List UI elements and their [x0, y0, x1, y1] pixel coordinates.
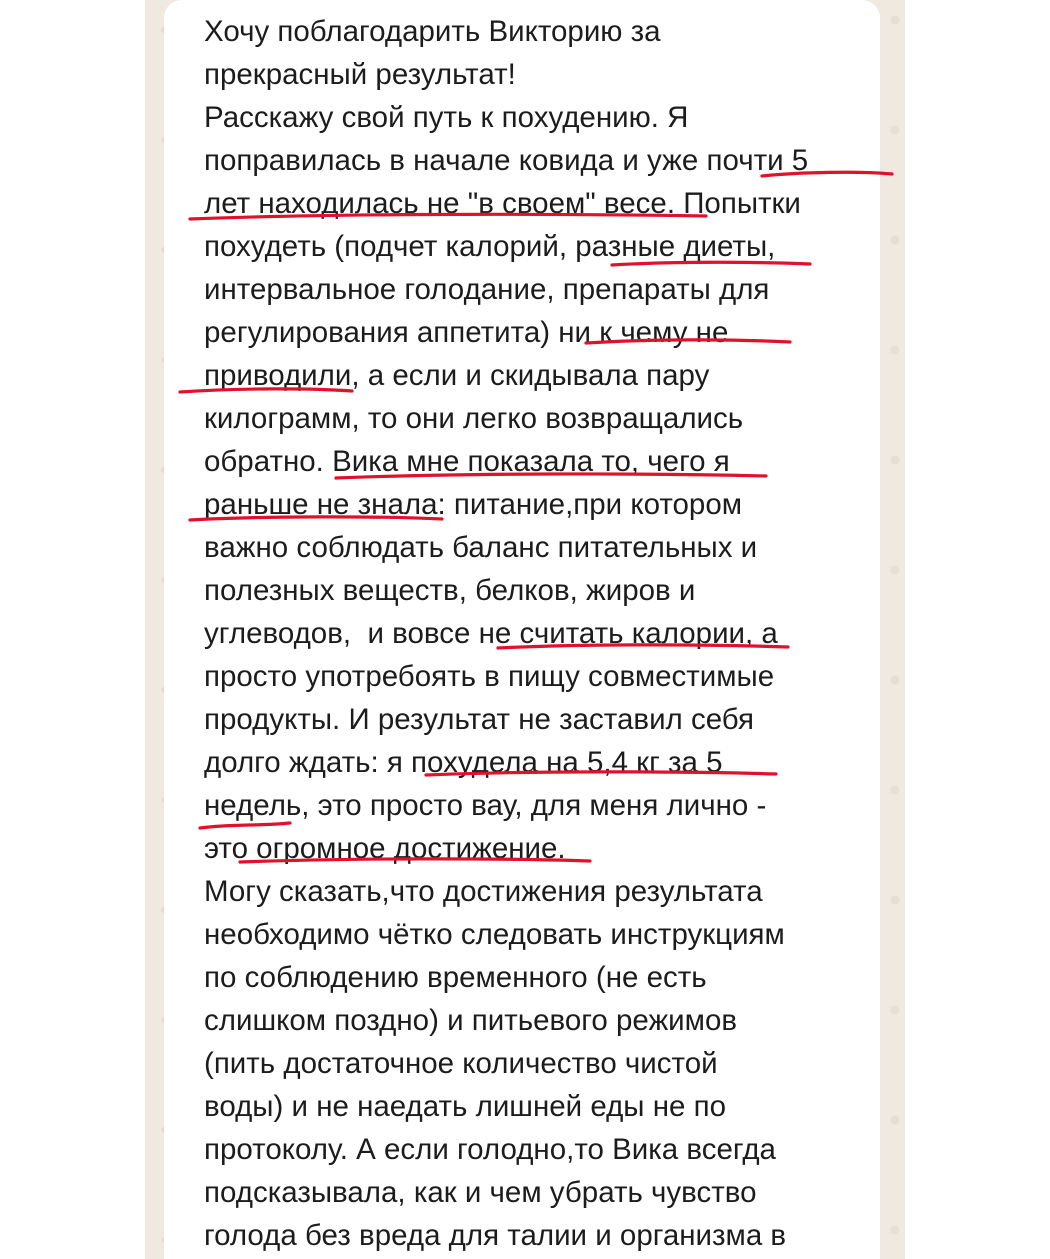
message-line: важно соблюдать баланс питательных и: [204, 531, 758, 564]
message-line: недель, это просто вау, для меня лично -: [204, 789, 767, 822]
message-line: килограмм, то они легко возвращались: [204, 402, 744, 435]
message-line: воды) и не наедать лишней еды не по: [204, 1090, 726, 1123]
message-line: необходимо чётко следовать инструкциям: [204, 918, 785, 951]
message-line: поправилась в начале ковида и уже почти 5: [204, 144, 809, 177]
message-line: голода без вреда для талии и организма в: [204, 1219, 787, 1252]
message-line: протоколу. А если голодно,то Вика всегда: [204, 1133, 776, 1166]
message-line: приводили, а если и скидывала пару: [204, 359, 710, 392]
message-line: просто употребоять в пищу совместимые: [204, 660, 775, 693]
message-line: обратно. Вика мне показала то, чего я: [204, 445, 730, 478]
message-line: это огромное достижение.: [204, 832, 566, 865]
message-line: похудеть (подчет калорий, разные диеты,: [204, 230, 776, 263]
message-line: регулирования аппетита) ни к чему не: [204, 316, 729, 349]
message-text: [204, 10, 884, 1257]
message-line: прекрасный результат!: [204, 58, 516, 91]
message-line: углеводов, и вовсе не считать калории, а: [204, 617, 778, 650]
message-line: интервальное голодание, препараты для: [204, 273, 770, 306]
message-line: подсказывала, как и чем убрать чувство: [204, 1176, 757, 1209]
message-line: слишком поздно) и питьевого режимов: [204, 1004, 738, 1037]
message-line: полезных веществ, белков, жиров и: [204, 574, 696, 607]
message-line: по соблюдению временного (не есть: [204, 961, 707, 994]
message-line: раньше не знала: питание,при котором: [204, 488, 743, 521]
message-bubble[interactable]: [164, 0, 880, 1259]
message-line: продукты. И результат не заставил себя: [204, 703, 754, 736]
message-line: Хочу поблагодарить Викторию за: [204, 15, 661, 48]
message-line: (пить достаточное количество чистой: [204, 1047, 718, 1080]
message-line: лет находилась не "в своем" весе. Попытки: [204, 187, 801, 220]
message-line: Могу сказать,что достижения результата: [204, 875, 763, 908]
message-line: Расскажу свой путь к похудению. Я: [204, 101, 689, 134]
chat-wallpaper: [145, 0, 905, 1259]
message-line: долго ждать: я похудела на 5,4 кг за 5: [204, 746, 723, 779]
